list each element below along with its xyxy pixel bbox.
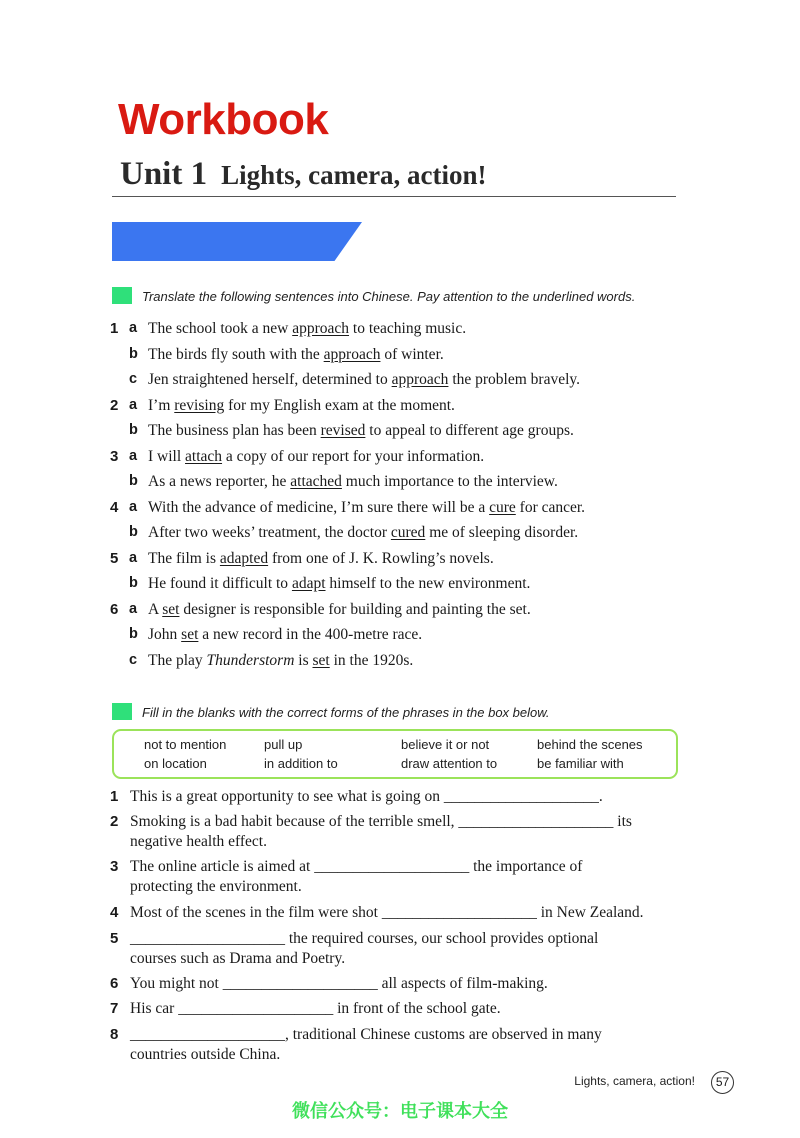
section1-instruction: Translate the following sentences into Chinese. Pay attention to the underlined words. bbox=[142, 289, 636, 304]
sentence bbox=[148, 370, 580, 390]
sentence-text: from one of J. K. Rowling’s novels. bbox=[268, 549, 494, 567]
sentence-text: A bbox=[148, 600, 163, 618]
sentence-text: to appeal to different age groups. bbox=[365, 422, 574, 439]
item-text-continued: protecting the environment. bbox=[130, 878, 302, 895]
sentence bbox=[148, 447, 484, 467]
sentence bbox=[148, 421, 574, 441]
watermark: 微信公众号：电子课本大全 bbox=[292, 1101, 508, 1122]
item-text: ____________________ the required courses, our school provides optional bbox=[130, 930, 599, 947]
item-text-continued: courses such as Drama and Poetry. bbox=[130, 950, 346, 967]
question-letter: b bbox=[129, 575, 138, 591]
sentence-text: himself to the new environment. bbox=[325, 575, 531, 592]
underlined-word: attached bbox=[290, 473, 342, 490]
underlined-word: set bbox=[181, 626, 199, 643]
underlined-word: cure bbox=[489, 498, 516, 516]
item-number: 7 bbox=[110, 1000, 119, 1017]
question-number: 1 bbox=[110, 320, 119, 337]
item-number: 5 bbox=[110, 930, 119, 947]
item-number: 3 bbox=[110, 858, 119, 875]
underlined-word: cured bbox=[390, 524, 426, 541]
sentence-text: With the advance of medicine, I’m sure there will be a bbox=[148, 498, 490, 516]
phrase-option: pull up bbox=[264, 737, 303, 752]
phrase-option: draw attention to bbox=[401, 756, 498, 771]
item-text: The online article is aimed at ____________________ the importance of bbox=[130, 858, 583, 875]
sentence bbox=[148, 472, 558, 492]
phrase-option: on location bbox=[144, 756, 207, 771]
sentence-text: The birds fly south with the bbox=[148, 345, 324, 363]
sentence-text: me of sleeping disorder. bbox=[425, 524, 579, 541]
section2-marker bbox=[112, 703, 132, 720]
sentence-text: As a news reporter, he bbox=[148, 473, 291, 490]
item-number: 4 bbox=[110, 904, 119, 921]
sentence-text: The film is bbox=[148, 549, 220, 567]
question-letter: a bbox=[129, 320, 138, 336]
phrase-option: in addition to bbox=[264, 756, 338, 771]
question-letter: b bbox=[129, 524, 138, 540]
sentence-text: for cancer. bbox=[515, 498, 586, 516]
section2-instruction: Fill in the blanks with the correct forms of the phrases in the box below. bbox=[142, 705, 550, 720]
sentence-text: for my English exam at the moment. bbox=[224, 396, 455, 414]
sentence bbox=[148, 498, 585, 518]
workbook-heading: Workbook bbox=[118, 95, 329, 144]
question-letter: b bbox=[129, 626, 138, 642]
phrase-option: believe it or not bbox=[401, 737, 490, 752]
sentence bbox=[148, 625, 422, 645]
sentence-text: I’m bbox=[148, 396, 175, 414]
sentence-text: to teaching music. bbox=[349, 320, 467, 337]
question-letter: a bbox=[129, 447, 138, 464]
phrase-option: be familiar with bbox=[537, 756, 624, 771]
sentence-text: John bbox=[148, 626, 182, 643]
section1-marker bbox=[112, 287, 132, 304]
item-number: 2 bbox=[110, 813, 119, 830]
unit-name: Lights, camera, action! bbox=[221, 160, 487, 190]
sentence-text: a new record in the 400-metre race. bbox=[198, 626, 423, 643]
header-rule bbox=[112, 196, 676, 197]
underlined-word: attach bbox=[185, 447, 223, 465]
sentence-text: is bbox=[294, 651, 313, 669]
sentence-text: The play bbox=[148, 651, 207, 669]
underlined-word: adapted bbox=[219, 549, 269, 567]
question-number: 6 bbox=[110, 600, 119, 618]
question-number: 4 bbox=[110, 498, 119, 516]
phrase-option: not to mention bbox=[144, 737, 227, 752]
question-letter: a bbox=[129, 549, 138, 566]
sentence-text: a copy of our report for your information. bbox=[222, 447, 485, 465]
sentence-text: in the 1920s. bbox=[329, 651, 414, 669]
item-text: His car ____________________ in front of the school gate. bbox=[130, 1000, 501, 1017]
underlined-word: approach bbox=[391, 371, 449, 388]
question-letter: a bbox=[129, 600, 138, 617]
item-text: ____________________, traditional Chinese customs are observed in many bbox=[130, 1026, 602, 1043]
sentence-text: the problem bravely. bbox=[448, 371, 580, 388]
section-banner bbox=[112, 222, 362, 261]
sentence-text: much importance to the interview. bbox=[341, 473, 558, 490]
sentence bbox=[148, 345, 444, 365]
sentence bbox=[148, 523, 578, 543]
question-letter: a bbox=[129, 498, 138, 515]
question-letter: b bbox=[129, 473, 138, 489]
phrase-option: behind the scenes bbox=[537, 737, 643, 752]
item-text: You might not ____________________ all aspects of film-making. bbox=[130, 975, 548, 992]
sentence bbox=[148, 600, 531, 620]
underlined-word: approach bbox=[292, 320, 350, 337]
sentence-text: Jen straightened herself, determined to bbox=[148, 371, 392, 388]
sentence bbox=[148, 396, 455, 416]
sentence bbox=[148, 319, 466, 339]
item-text: This is a great opportunity to see what is going on ____________________. bbox=[130, 788, 603, 805]
question-letter: b bbox=[129, 345, 138, 362]
question-letter: b bbox=[129, 422, 138, 438]
sentence-text: He found it difficult to bbox=[148, 575, 292, 592]
item-text-continued: negative health effect. bbox=[130, 833, 267, 850]
underlined-word: set bbox=[162, 600, 180, 618]
underlined-word: approach bbox=[323, 345, 381, 363]
unit-title bbox=[120, 154, 487, 200]
sentence-text: I will bbox=[148, 447, 186, 465]
item-number: 6 bbox=[110, 975, 119, 992]
unit-number: Unit 1 bbox=[120, 156, 208, 192]
sentence-italic: Thunderstorm bbox=[206, 651, 295, 669]
question-letter: c bbox=[129, 651, 138, 668]
question-letter: a bbox=[129, 396, 138, 413]
item-text: Smoking is a bad habit because of the terrible smell, ____________________ its bbox=[130, 813, 632, 830]
question-number: 3 bbox=[110, 447, 119, 465]
underlined-word: revising bbox=[174, 396, 225, 414]
item-number: 8 bbox=[110, 1026, 119, 1043]
sentence bbox=[148, 651, 413, 671]
item-number: 1 bbox=[110, 788, 119, 805]
page-number: 57 bbox=[711, 1071, 734, 1094]
item-text-continued: countries outside China. bbox=[130, 1046, 281, 1063]
sentence-text: After two weeks’ treatment, the doctor bbox=[148, 524, 391, 541]
question-number: 5 bbox=[110, 549, 119, 567]
sentence-text: The school took a new bbox=[148, 320, 293, 337]
sentence-text: The business plan has been bbox=[148, 422, 321, 439]
question-number: 2 bbox=[110, 396, 119, 414]
underlined-word: revised bbox=[320, 422, 366, 439]
underlined-word: set bbox=[312, 651, 330, 669]
sentence-text: of winter. bbox=[380, 345, 444, 363]
sentence-text: designer is responsible for building and painting the set. bbox=[179, 600, 531, 618]
sentence bbox=[148, 574, 530, 594]
footer-title: Lights, camera, action! bbox=[574, 1074, 695, 1088]
question-letter: c bbox=[129, 371, 138, 387]
item-text: Most of the scenes in the film were shot ____________________ in New Zealand. bbox=[130, 904, 644, 921]
sentence bbox=[148, 549, 494, 569]
underlined-word: adapt bbox=[291, 575, 326, 592]
